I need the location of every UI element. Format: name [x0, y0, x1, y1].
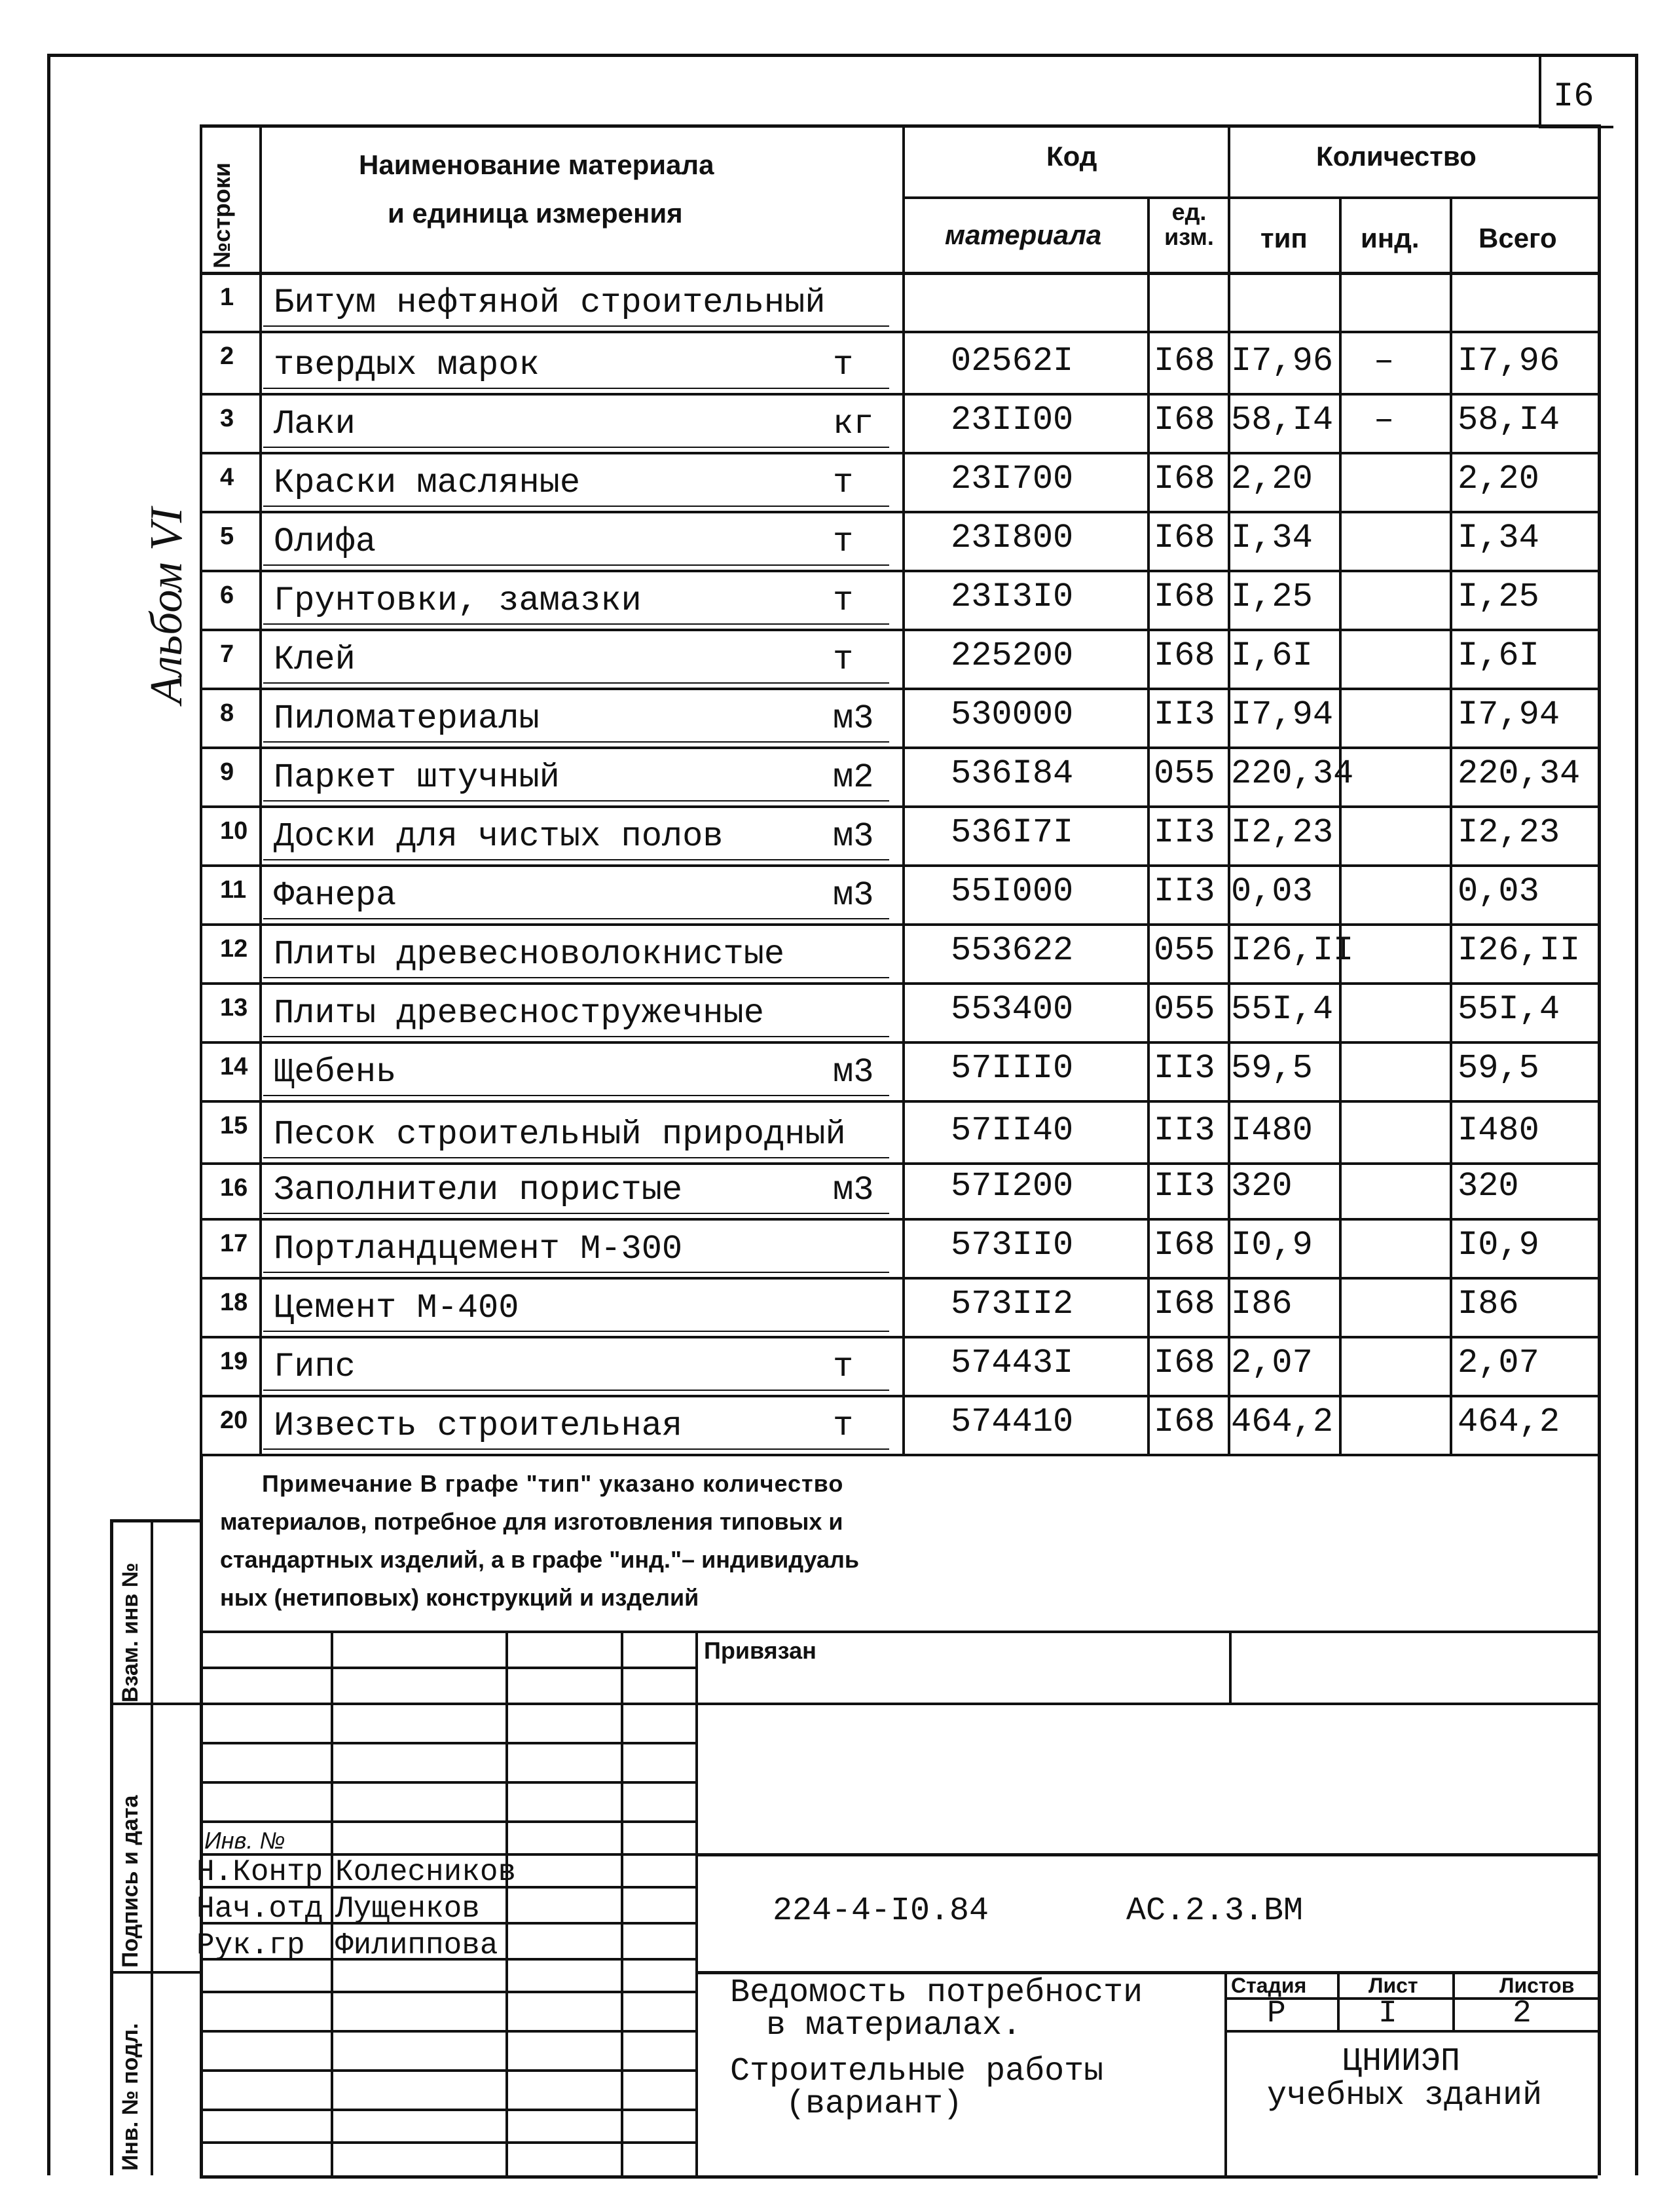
material-name: Щебень — [274, 1053, 397, 1092]
qty-total: 220,34 — [1458, 754, 1581, 793]
row-number: 9 — [220, 758, 234, 786]
qty-total: 2,20 — [1458, 460, 1539, 498]
unit-of-measure: т — [833, 523, 854, 561]
grid-line — [902, 124, 905, 1454]
grid-line — [902, 196, 1598, 199]
material-code: 536I84 — [951, 754, 1074, 793]
stamp-line — [110, 1519, 200, 1522]
qty-type: I,25 — [1231, 578, 1313, 616]
material-code: 530000 — [951, 695, 1074, 734]
unit-code: 055 — [1154, 931, 1215, 970]
grid-line — [200, 982, 1598, 985]
row-number: 7 — [220, 640, 234, 668]
grid-line — [200, 1454, 1598, 1456]
material-code: 23I800 — [951, 519, 1074, 557]
grid-line — [263, 564, 889, 566]
stamp-line — [695, 1631, 698, 2175]
qty-total: I86 — [1458, 1285, 1519, 1323]
row-number: 19 — [220, 1348, 248, 1375]
grid-line — [1450, 196, 1452, 1454]
stamp-line — [505, 1631, 508, 2175]
privyazan-label: Привязан — [704, 1637, 817, 1664]
row-number: 5 — [220, 523, 234, 550]
grid-line — [200, 124, 202, 1454]
row-number: 8 — [220, 699, 234, 727]
side-label-podpis: Подпись и дата — [118, 1795, 143, 1968]
note-line: материалов, потребное для изготовления типовых и — [220, 1508, 843, 1535]
qty-ind: – — [1374, 401, 1395, 439]
grid-line — [200, 864, 1598, 867]
grid-line — [263, 977, 889, 978]
stamp-line — [200, 2109, 695, 2111]
grid-line — [263, 1036, 889, 1037]
qty-ind: – — [1374, 342, 1395, 380]
material-name: Фанера — [274, 876, 397, 915]
material-name: Заполнители пористые — [274, 1171, 683, 1209]
unit-code: I68 — [1154, 578, 1215, 616]
grid-line — [200, 1336, 1598, 1338]
stamp-line — [200, 1667, 695, 1669]
grid-line — [200, 393, 1598, 396]
stamp-line — [200, 2175, 695, 2178]
unit-code: I68 — [1154, 460, 1215, 498]
row-number: 15 — [220, 1112, 248, 1139]
qty-type: 464,2 — [1231, 1403, 1334, 1441]
row-number: 16 — [220, 1174, 248, 1202]
material-code: 536I7I — [951, 813, 1074, 852]
note-line: Примечание В графе "тип" указано количество — [262, 1470, 844, 1497]
stamp-line — [331, 1631, 333, 2175]
qty-type: I,34 — [1231, 519, 1313, 557]
qty-total: I480 — [1458, 1111, 1539, 1150]
qty-type: I,6I — [1231, 636, 1313, 675]
grid-line — [263, 506, 889, 507]
header-code-unit: ед. изм. — [1164, 198, 1214, 250]
material-name: Известь строительная — [274, 1407, 683, 1445]
row-number: 10 — [220, 817, 248, 845]
grid-line — [200, 511, 1598, 513]
grid-line — [263, 1331, 889, 1332]
unit-code: II3 — [1154, 695, 1215, 734]
stamp-line — [200, 1742, 695, 1744]
grid-line — [263, 325, 889, 327]
qty-total: I,6I — [1458, 636, 1539, 675]
signer-name: Лущенков — [335, 1892, 480, 1926]
material-code: 573II2 — [951, 1285, 1074, 1323]
qty-total: 320 — [1458, 1167, 1519, 1206]
unit-code: 055 — [1154, 754, 1215, 793]
stamp-line — [200, 2141, 695, 2144]
material-name: Гипс — [274, 1348, 356, 1386]
material-name: Пиломатериалы — [274, 699, 540, 738]
unit-of-measure: м3 — [833, 817, 874, 856]
stamp-line — [695, 1703, 1598, 1705]
stamp-line — [110, 1519, 113, 2175]
row-number: 18 — [220, 1289, 248, 1316]
material-code: 57III0 — [951, 1049, 1074, 1088]
signer-name: Филиппова — [335, 1928, 498, 1963]
row-number: 2 — [220, 342, 234, 370]
unit-code: I68 — [1154, 1285, 1215, 1323]
grid-line — [200, 272, 1598, 275]
unit-code: I68 — [1154, 636, 1215, 675]
qty-total: I7,94 — [1458, 695, 1560, 734]
document-title-line: Строительные работы — [730, 2053, 1104, 2090]
stamp-line — [200, 1820, 695, 1823]
unit-code: II3 — [1154, 872, 1215, 911]
row-number: 1 — [220, 284, 234, 311]
stamp-line — [200, 1781, 695, 1784]
note-line: стандартных изделий, а в графе "инд."– индивидуаль — [220, 1546, 860, 1573]
qty-total: I0,9 — [1458, 1226, 1539, 1264]
unit-of-measure: т — [833, 1348, 854, 1386]
unit-of-measure: м2 — [833, 758, 874, 797]
qty-total: I7,96 — [1458, 342, 1560, 380]
grid-line — [263, 800, 889, 802]
signer-name: Колесников — [335, 1855, 517, 1889]
material-name: Битум нефтяной строительный — [274, 284, 826, 322]
grid-line — [263, 388, 889, 389]
header-row-number: №строки — [208, 162, 235, 268]
qty-type: I7,94 — [1231, 695, 1334, 734]
qty-total: 58,I4 — [1458, 401, 1560, 439]
stamp-line — [151, 1519, 153, 2175]
qty-total: 55I,4 — [1458, 990, 1560, 1029]
material-name: Краски масляные — [274, 464, 581, 502]
grid-line — [263, 859, 889, 860]
unit-of-measure: кг — [833, 405, 874, 443]
material-code: 55I000 — [951, 872, 1074, 911]
material-code: 02562I — [951, 342, 1074, 380]
album-label: Альбом VI — [141, 507, 192, 704]
grid-line — [263, 741, 889, 743]
unit-of-measure: м3 — [833, 876, 874, 915]
unit-code: I68 — [1154, 342, 1215, 380]
material-code: 574410 — [951, 1403, 1074, 1441]
organization-line: ЦНИИЭП — [1342, 2043, 1461, 2080]
qty-type: I480 — [1231, 1111, 1313, 1150]
grid-line — [1147, 196, 1150, 1454]
unit-code: II3 — [1154, 1167, 1215, 1206]
unit-code: 055 — [1154, 990, 1215, 1029]
qty-total: 464,2 — [1458, 1403, 1560, 1441]
grid-line — [200, 452, 1598, 454]
unit-of-measure: т — [833, 464, 854, 502]
material-code: 553622 — [951, 931, 1074, 970]
material-code: 57443I — [951, 1344, 1074, 1382]
material-name: Грунтовки, замазки — [274, 581, 642, 620]
header-code-group: Код — [1046, 141, 1097, 172]
unit-code: II3 — [1154, 1111, 1215, 1150]
qty-type: 55I,4 — [1231, 990, 1334, 1029]
grid-line — [200, 1218, 1598, 1221]
document-code: 224-4-I0.84 — [773, 1892, 989, 1930]
grid-line — [200, 1041, 1598, 1044]
stamp-line — [110, 1971, 200, 1974]
qty-type: 59,5 — [1231, 1049, 1313, 1088]
qty-type: 220,34 — [1231, 754, 1354, 793]
grid-line — [200, 331, 1598, 333]
page-number: I6 — [1553, 77, 1594, 116]
unit-of-measure: т — [833, 1407, 854, 1445]
grid-line — [200, 688, 1598, 690]
row-number: 3 — [220, 405, 234, 432]
grid-line — [263, 1390, 889, 1391]
qty-total: 59,5 — [1458, 1049, 1539, 1088]
unit-of-measure: т — [833, 581, 854, 620]
unit-of-measure: м3 — [833, 699, 874, 738]
stamp-line — [1229, 1631, 1232, 1703]
unit-code: I68 — [1154, 1226, 1215, 1264]
material-code: 57I200 — [951, 1167, 1074, 1206]
qty-type: 0,03 — [1231, 872, 1313, 911]
material-name: Плиты древесностружечные — [274, 994, 764, 1033]
grid-line — [200, 629, 1598, 631]
grid-line — [263, 1448, 889, 1450]
stamp-line — [110, 1703, 200, 1705]
qty-total: I,25 — [1458, 578, 1539, 616]
material-code: 225200 — [951, 636, 1074, 675]
material-name: Клей — [274, 640, 356, 679]
material-code: 573II0 — [951, 1226, 1074, 1264]
material-name: Лаки — [274, 405, 356, 443]
grid-line — [200, 923, 1598, 926]
material-code: 23I3I0 — [951, 578, 1074, 616]
stamp-line — [695, 1853, 1598, 1856]
qty-type: I0,9 — [1231, 1226, 1313, 1264]
grid-line — [263, 682, 889, 684]
document-title-line: в материалах. — [766, 2007, 1022, 2044]
grid-line — [200, 124, 1598, 128]
qty-total: I,34 — [1458, 519, 1539, 557]
material-code: 23II00 — [951, 401, 1074, 439]
grid-line — [263, 623, 889, 625]
grid-line — [263, 918, 889, 919]
row-number: 4 — [220, 464, 234, 491]
header-qty-group: Количество — [1316, 141, 1477, 172]
unit-of-measure: м3 — [833, 1171, 874, 1209]
row-number: 20 — [220, 1407, 248, 1434]
sheets-label: Листов — [1499, 1974, 1575, 1997]
grid-line — [200, 1277, 1598, 1280]
grid-line — [263, 1272, 889, 1273]
row-number: 12 — [220, 935, 248, 963]
signer-role: Рук.гр — [196, 1928, 305, 1963]
sheet-label: Лист — [1368, 1974, 1418, 1997]
row-number: 14 — [220, 1053, 248, 1080]
side-label-vzam: Взам. инв № — [118, 1562, 143, 1703]
unit-code: II3 — [1154, 813, 1215, 852]
stamp-line — [200, 1631, 695, 1633]
sheets-value: 2 — [1513, 1996, 1532, 2031]
stamp-line — [1598, 1454, 1601, 2175]
grid-line — [200, 747, 1598, 749]
organization-line: учебных зданий — [1267, 2077, 1543, 2114]
unit-of-measure: м3 — [833, 1053, 874, 1092]
material-name: Олифа — [274, 523, 376, 561]
header-name-line1: Наименование материала — [359, 149, 714, 180]
material-code: 23I700 — [951, 460, 1074, 498]
row-number: 13 — [220, 994, 248, 1022]
grid-line — [263, 1095, 889, 1096]
stamp-line — [1224, 1971, 1227, 2175]
grid-line — [200, 1395, 1598, 1397]
header-qty-type: тип — [1260, 223, 1308, 253]
grid-line — [1598, 124, 1601, 1454]
stage-label: Стадия — [1231, 1974, 1307, 1997]
unit-of-measure: т — [833, 640, 854, 679]
row-number: 11 — [220, 876, 247, 904]
qty-total: 2,07 — [1458, 1344, 1539, 1382]
unit-code: II3 — [1154, 1049, 1215, 1088]
qty-type: 2,07 — [1231, 1344, 1313, 1382]
material-name: Цемент М-400 — [274, 1289, 519, 1327]
stage-value: Р — [1267, 1996, 1286, 2031]
qty-total: I2,23 — [1458, 813, 1560, 852]
qty-total: I26,II — [1458, 931, 1581, 970]
material-name: Песок строительный природный — [274, 1115, 846, 1154]
qty-type: I7,96 — [1231, 342, 1334, 380]
unit-code: I68 — [1154, 401, 1215, 439]
stamp-line — [200, 2069, 695, 2072]
stamp-line — [1452, 1971, 1455, 2030]
unit-code: I68 — [1154, 1344, 1215, 1382]
unit-code: I68 — [1154, 1403, 1215, 1441]
unit-code: I68 — [1154, 519, 1215, 557]
material-name: Доски для чистых полов — [274, 817, 724, 856]
sheet-value: I — [1378, 1996, 1397, 2031]
side-label-inv-podl: Инв. № подл. — [118, 2023, 143, 2171]
stamp-line — [200, 2030, 695, 2033]
material-name: твердых марок — [274, 346, 540, 384]
material-name: Портландцемент М-300 — [274, 1230, 683, 1268]
qty-type: I2,23 — [1231, 813, 1334, 852]
stamp-line — [1337, 1971, 1340, 2030]
grid-line — [1228, 124, 1230, 1454]
signer-role: Н.Контр — [196, 1855, 323, 1889]
unit-of-measure: т — [833, 346, 854, 384]
grid-line — [1339, 196, 1342, 1454]
stamp-line — [621, 1631, 623, 2175]
grid-line — [200, 1162, 1598, 1165]
qty-type: I86 — [1231, 1285, 1293, 1323]
qty-type: 2,20 — [1231, 460, 1313, 498]
qty-type: I26,II — [1231, 931, 1354, 970]
qty-total: 0,03 — [1458, 872, 1539, 911]
header-name-line2: и единица измерения — [388, 198, 683, 229]
grid-line — [259, 124, 262, 1454]
material-code: 57II40 — [951, 1111, 1074, 1150]
material-name: Паркет штучный — [274, 758, 560, 797]
material-code: 553400 — [951, 990, 1074, 1029]
document-title-line: (вариант) — [786, 2086, 963, 2123]
grid-line — [200, 1100, 1598, 1103]
document-title-line: Ведомость потребности — [730, 1974, 1143, 2012]
stamp-line — [200, 1991, 695, 1993]
grid-line — [263, 1157, 889, 1158]
note-line: ных (нетиповых) конструкций и изделий — [220, 1584, 699, 1611]
grid-line — [200, 570, 1598, 572]
grid-line — [263, 1213, 889, 1214]
grid-line — [200, 805, 1598, 808]
row-number: 6 — [220, 581, 234, 609]
stamp-line — [200, 1703, 695, 1705]
qty-type: 58,I4 — [1231, 401, 1334, 439]
document-mark: АС.2.3.ВМ — [1126, 1892, 1304, 1930]
row-number: 17 — [220, 1230, 248, 1257]
material-name: Плиты древесноволокнистые — [274, 935, 785, 974]
inventory-number-label: Инв. № — [204, 1827, 285, 1854]
header-qty-total: Всего — [1478, 223, 1557, 253]
signer-role: Нач.отд — [196, 1892, 323, 1926]
header-qty-ind: инд. — [1361, 223, 1420, 253]
header-code-material: материала — [945, 219, 1102, 250]
grid-line — [263, 447, 889, 448]
qty-type: 320 — [1231, 1167, 1293, 1206]
